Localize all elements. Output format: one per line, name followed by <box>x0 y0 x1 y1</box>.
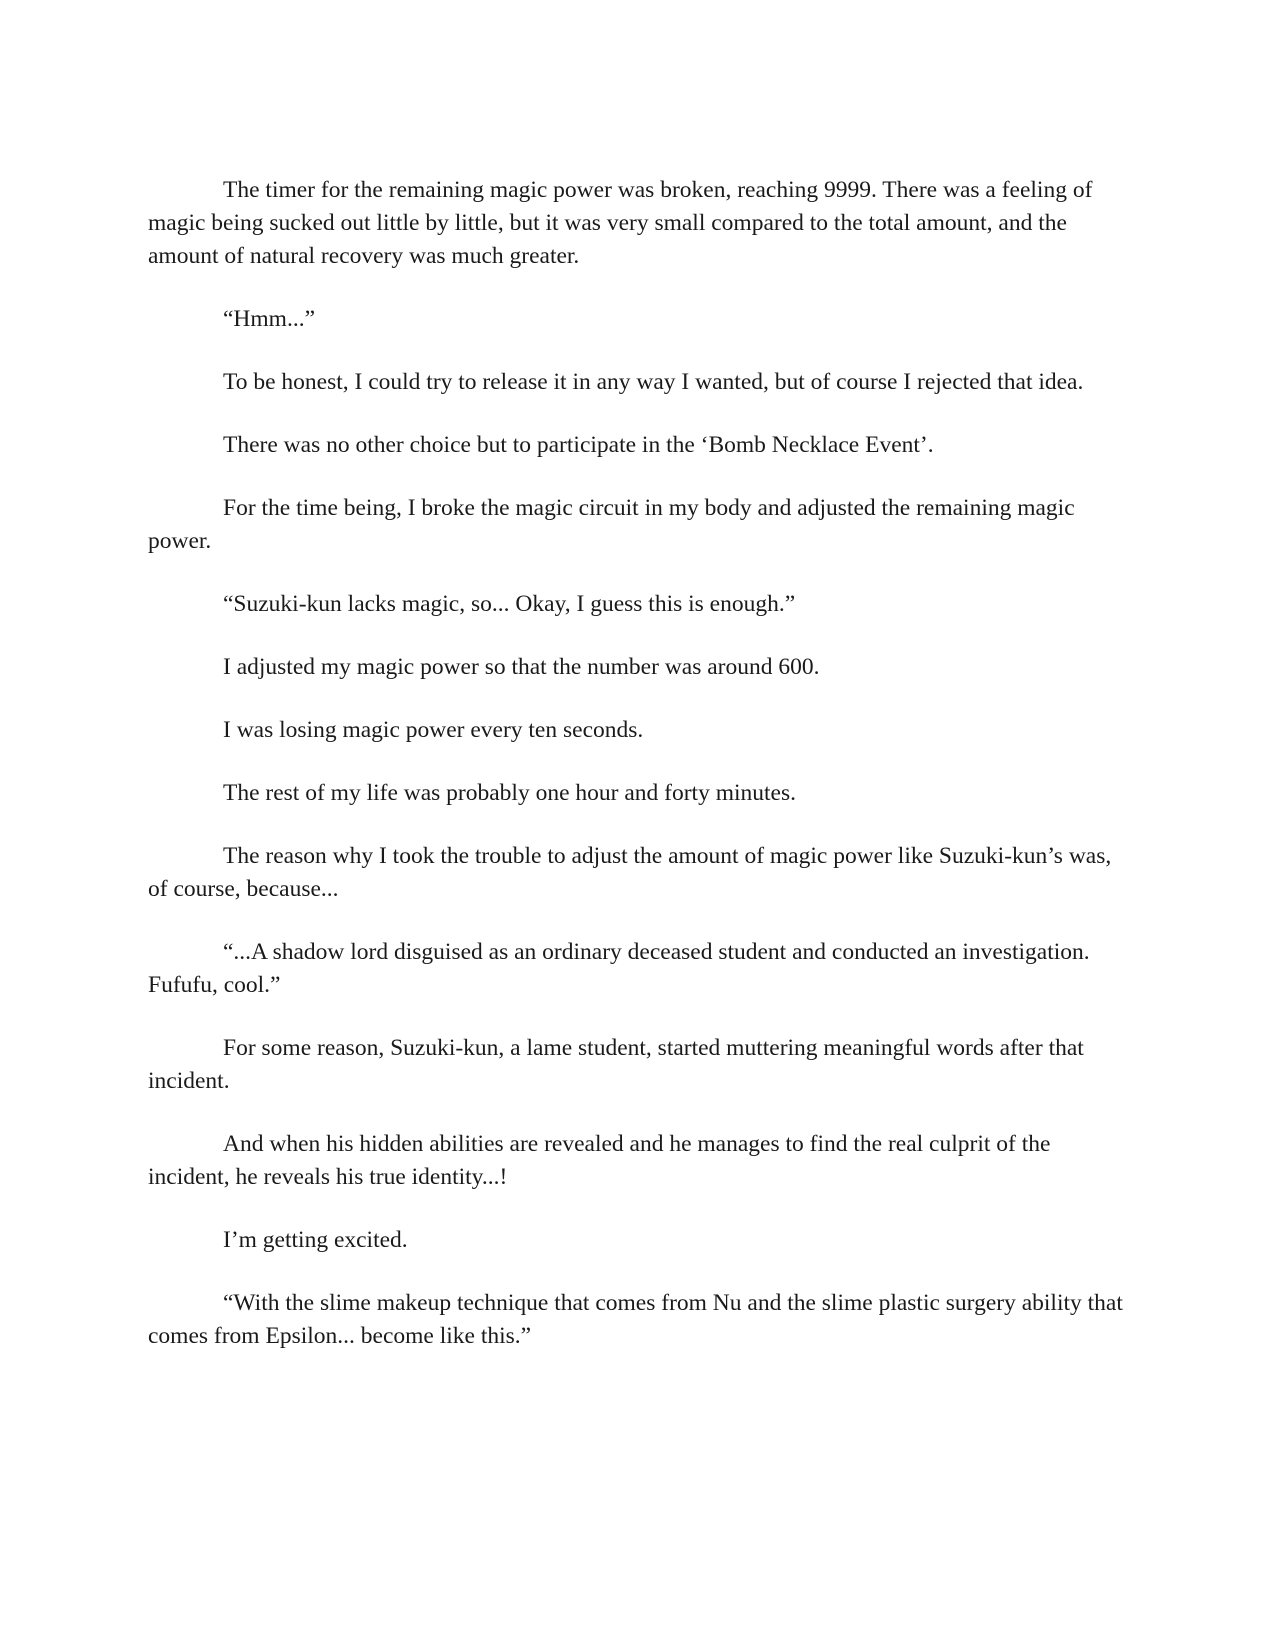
paragraph: For some reason, Suzuki-kun, a lame student, started muttering meaningful words after that incident. <box>148 1035 1084 1094</box>
document-body <box>148 174 1123 1353</box>
paragraph: “Hmm...” <box>223 306 316 332</box>
paragraph: “Suzuki-kun lacks magic, so... Okay, I guess this is enough.” <box>223 591 796 617</box>
paragraph: The timer for the remaining magic power was broken, reaching 9999. There was a feeling of magic being sucked out little by little, but it was very small compared to the total amount, and the amount of natural recovery was much greater. <box>148 177 1093 269</box>
paragraph: I’m getting excited. <box>223 1227 408 1253</box>
paragraph: “With the slime makeup technique that comes from Nu and the slime plastic surgery ability that comes from Epsilon... become like this.” <box>148 1290 1123 1349</box>
paragraph: To be honest, I could try to release it in any way I wanted, but of course I rejected that idea. <box>223 369 1084 395</box>
paragraph: I was losing magic power every ten seconds. <box>223 717 644 743</box>
paragraph: I adjusted my magic power so that the number was around 600. <box>223 654 820 680</box>
paragraph: For the time being, I broke the magic circuit in my body and adjusted the remaining magic power. <box>148 495 1075 554</box>
paragraph: “...A shadow lord disguised as an ordinary deceased student and conducted an investigation. Fufufu, cool.” <box>148 939 1090 998</box>
paragraph: There was no other choice but to participate in the ‘Bomb Necklace Event’. <box>223 432 934 458</box>
paragraph: The rest of my life was probably one hour and forty minutes. <box>223 780 796 806</box>
paragraph: The reason why I took the trouble to adjust the amount of magic power like Suzuki-kun’s was, of course, because... <box>148 843 1112 902</box>
paragraph: And when his hidden abilities are revealed and he manages to find the real culprit of the incident, he reveals his true identity...! <box>148 1131 1051 1190</box>
